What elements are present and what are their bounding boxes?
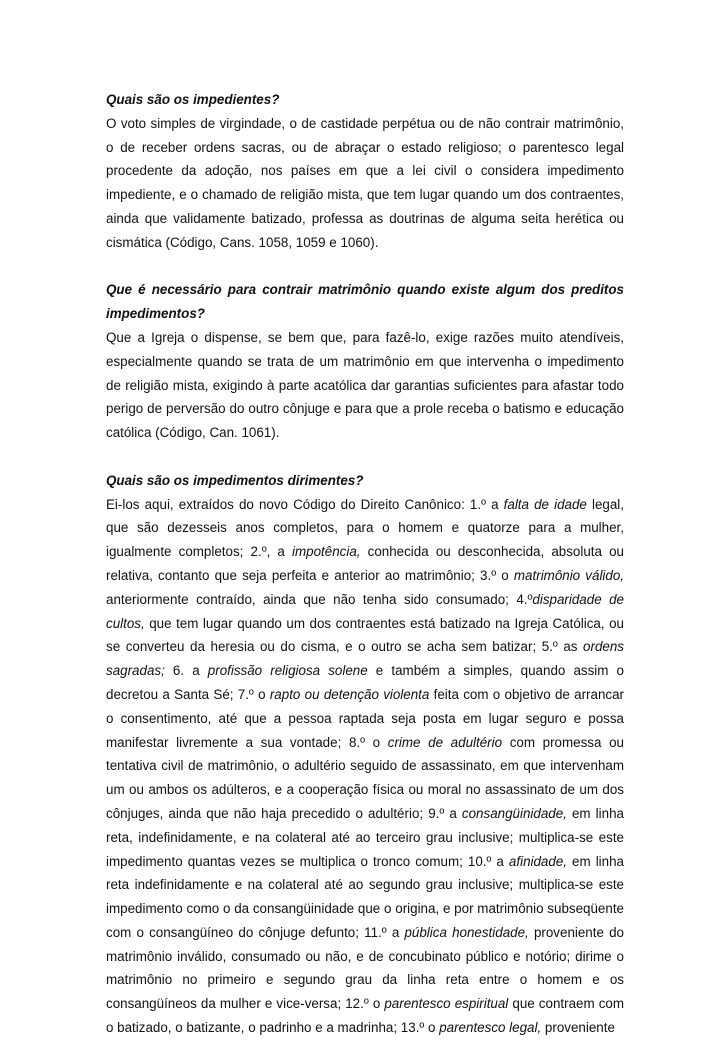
italic-term: profissão religiosa solene: [207, 663, 368, 679]
italic-term: afinidade,: [508, 853, 567, 869]
qa-section-impedientes: [106, 88, 624, 255]
question-heading: Que é necessário para contrair matrimônio quando existe algum dos preditos impedimentos?: [106, 282, 624, 322]
answer-paragraph: [106, 493, 624, 1040]
text-run: em linha reta, indefinidamente, e na colateral até ao terceiro grau inclusive; multiplica-se este impedimento quantas vezes se multiplica o tronco comum; 10.º a: [106, 805, 624, 869]
italic-term: disparidade de cultos,: [106, 591, 624, 631]
text-run: proveniente: [541, 1020, 615, 1036]
italic-term: falta de idade: [503, 496, 587, 512]
text-run: em linha reta indefinidamente e na colateral até ao segundo grau inclusive; multiplica-se este impedimento como o da consangüinidade que o origina, e por matrimônio subseqüente com o consangüíneo do cônjuge defunto; 11.º a: [106, 853, 624, 940]
text-run: Ei-los aqui, extraídos do novo Código do Direito Canônico: 1.º a: [106, 496, 504, 512]
text-run: legal, que são dezesseis anos completos, para o homem e quatorze para a mulher, igualmente completos; 2.º, a: [106, 496, 625, 560]
text-run: anteriormente contraído, ainda que não tenha sido consumado; 4.º: [106, 591, 533, 607]
text-run: com promessa ou tentativa civil de matrimônio, o adultério seguido de assassinato, em que intervenham um ou ambos os adúlteros, e a cooperação física ou moral no assassinato de um dos cônjuges, ainda que não haja precedido o adultério; 9.º a: [106, 734, 624, 821]
italic-term: parentesco legal,: [439, 1020, 542, 1036]
answer-paragraph: O voto simples de virgindade, o de castidade perpétua ou de não contrair matrimônio, o de receber ordens sacras, ou de abraçar o estado religioso; o parentesco legal procedente da adoção, nos países em que a lei civil o considera impedimento impediente, e o chamado de religião mista, que tem lugar quando um dos contraentes, ainda que validamente batizado, professa as doutrinas de alguma seita herética ou cismática (Código, Cans. 1058, 1059 e 1060).: [106, 115, 624, 250]
italic-term: rapto ou detenção violenta: [269, 686, 430, 702]
text-run: conhecida ou desconhecida, absoluta ou relativa, contanto que seja perfeita e anterior ao matrimônio; 3.º o: [106, 544, 624, 583]
qa-section-dispensa: [106, 278, 624, 445]
text-run: que tem lugar quando um dos contraentes está batizado na Igreja Católica, ou se converteu da heresia ou do cisma, e o outro se acha sem batizar; 5.º as: [106, 615, 624, 655]
text-run: feita com o objetivo de arrancar o consentimento, até que a pessoa raptada seja posta em lugar seguro e possa manifestar livremente a sua vontade; 8.º o: [106, 686, 624, 750]
italic-term: crime de adultério: [387, 734, 503, 750]
italic-term: matrimônio válido,: [513, 567, 625, 583]
question-heading: Quais são os impedientes?: [106, 92, 280, 107]
italic-term: consangüinidade,: [461, 805, 567, 821]
text-run: que contraem com o batizado, o batizante, o padrinho e a madrinha; 13.º o: [106, 996, 624, 1036]
text-run: 6. a: [164, 663, 208, 679]
text-run: e também a simples, quando assim o decretou a Santa Sé; 7.º o: [106, 663, 624, 702]
answer-paragraph: Que a Igreja o dispense, se bem que, para fazê-lo, exige razões muito atendíveis, especialmente quando se trata de um matrimônio em que intervenha o impedimento de religião mista, exigindo à parte acatólica dar garantias suficientes para afastar todo perigo de perversão do outro cônjuge e para que a prole receba o batismo e educação católica (Código, Can. 1061).: [106, 329, 624, 441]
italic-term: ordens sagradas;: [106, 639, 624, 679]
question-heading: Quais são os impedimentos dirimentes?: [106, 472, 364, 488]
text-run: proveniente do matrimônio inválido, consumado ou não, e de concubinato público e notório; dirime o matrimônio no primeiro e segundo grau da linha reta entre o homem e os consangüíneos da mulher e vice-versa; 12.º o: [106, 924, 624, 1012]
italic-term: pública honestidade,: [404, 924, 529, 940]
italic-term: impotência,: [292, 544, 361, 560]
italic-term: parentesco espiritual: [384, 996, 509, 1012]
qa-section-dirimentes: [106, 469, 624, 1040]
